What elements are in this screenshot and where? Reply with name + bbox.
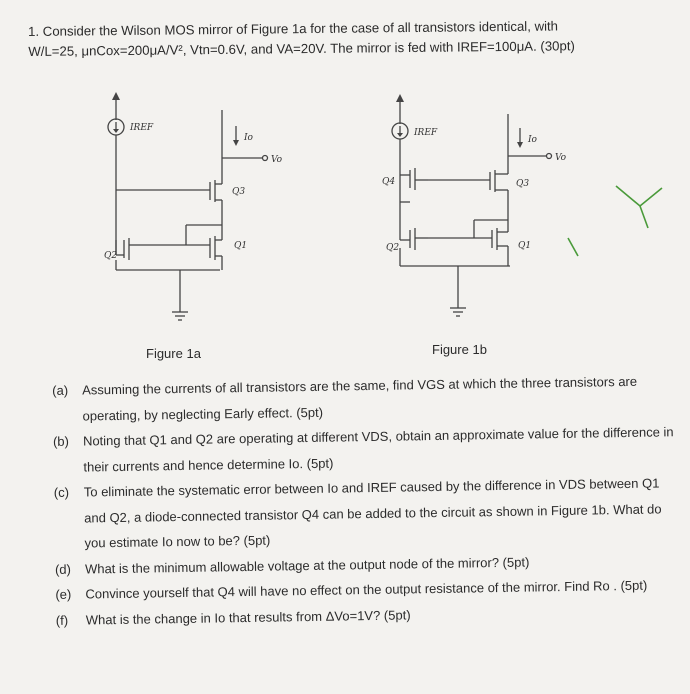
green-grading-marks	[568, 186, 662, 256]
fig1b-vo-label: Vo	[555, 153, 567, 163]
fig1a-q1-label: Q1	[234, 241, 248, 251]
part-a-text: Assuming the currents of all transistors are the same, find VGS at which the three transistors are operating, by neglecting Early effect. (5pt)	[82, 373, 638, 424]
fig1a-io-arrow-icon	[233, 140, 239, 146]
fig1a-supply-arrow-icon	[112, 92, 120, 100]
part-f-label: (f)	[55, 612, 69, 628]
figure-1b-circuit	[382, 94, 567, 316]
question-line-1: 1. Consider the Wilson MOS mirror of Figure 1a for the case of all transistors identical, with	[28, 18, 559, 39]
fig1a-io-label: Io	[244, 133, 253, 143]
fig1b-q4-label: Q4	[382, 177, 396, 187]
fig1b-q2-label: Q2	[386, 243, 400, 253]
figure-1b-caption: Figure 1b	[432, 342, 487, 357]
part-c-text: To eliminate the systematic error between Io and IREF caused by the difference in VDS between Q1 and Q2, a diode-connected transistor Q4 can be added to the circuit as shown in Figure 1b. What do you estimate Io now to be? (5pt)	[83, 475, 662, 551]
question-header	[28, 16, 648, 62]
fig1b-q1-label: Q1	[518, 241, 532, 251]
fig1b-io-label: Io	[528, 135, 537, 145]
part-c-label: (c)	[53, 484, 70, 500]
green-tick-icon	[568, 238, 578, 256]
fig1a-q3-label: Q3	[232, 187, 246, 197]
part-e-text: Convince yourself that Q4 will have no effect on the output resistance of the mirror. Find Ro . (5pt)	[85, 577, 648, 602]
fig1b-supply-arrow-icon	[396, 94, 404, 102]
question-parts	[52, 368, 686, 633]
fig1a-iref-label: IREF	[130, 123, 154, 133]
part-a-label: (a)	[52, 382, 69, 398]
fig1b-q3-label: Q3	[516, 179, 530, 189]
fig1b-io-arrow-icon	[517, 142, 523, 148]
part-e-label: (e)	[55, 586, 72, 602]
part-c	[54, 470, 685, 556]
fig1a-q2-label: Q2	[104, 251, 118, 261]
part-b-label: (b)	[52, 433, 70, 449]
part-b-text: Noting that Q1 and Q2 are operating at different VDS, obtain an approximate value for the difference in their currents and hence determine Io. (5pt)	[82, 424, 674, 475]
green-check-mark-icon	[616, 186, 662, 206]
part-f-text: What is the change in Io that results from ΔVo=1V? (5pt)	[85, 606, 411, 627]
figure-1a-circuit	[104, 92, 283, 320]
fig1b-iref-label: IREF	[414, 128, 438, 138]
circuit-figures	[0, 80, 690, 370]
part-d-text: What is the minimum allowable voltage at the output node of the mirror? (5pt)	[84, 554, 530, 577]
fig1a-vo-label: Vo	[271, 155, 283, 165]
question-line-2: W/L=25, μnCox=200μA/V², Vtn=0.6V, and VA=20V. The mirror is fed with IREF=100μA. (30pt)	[28, 38, 575, 59]
figure-1a-caption: Figure 1a	[146, 346, 201, 361]
part-d-label: (d)	[54, 561, 72, 577]
